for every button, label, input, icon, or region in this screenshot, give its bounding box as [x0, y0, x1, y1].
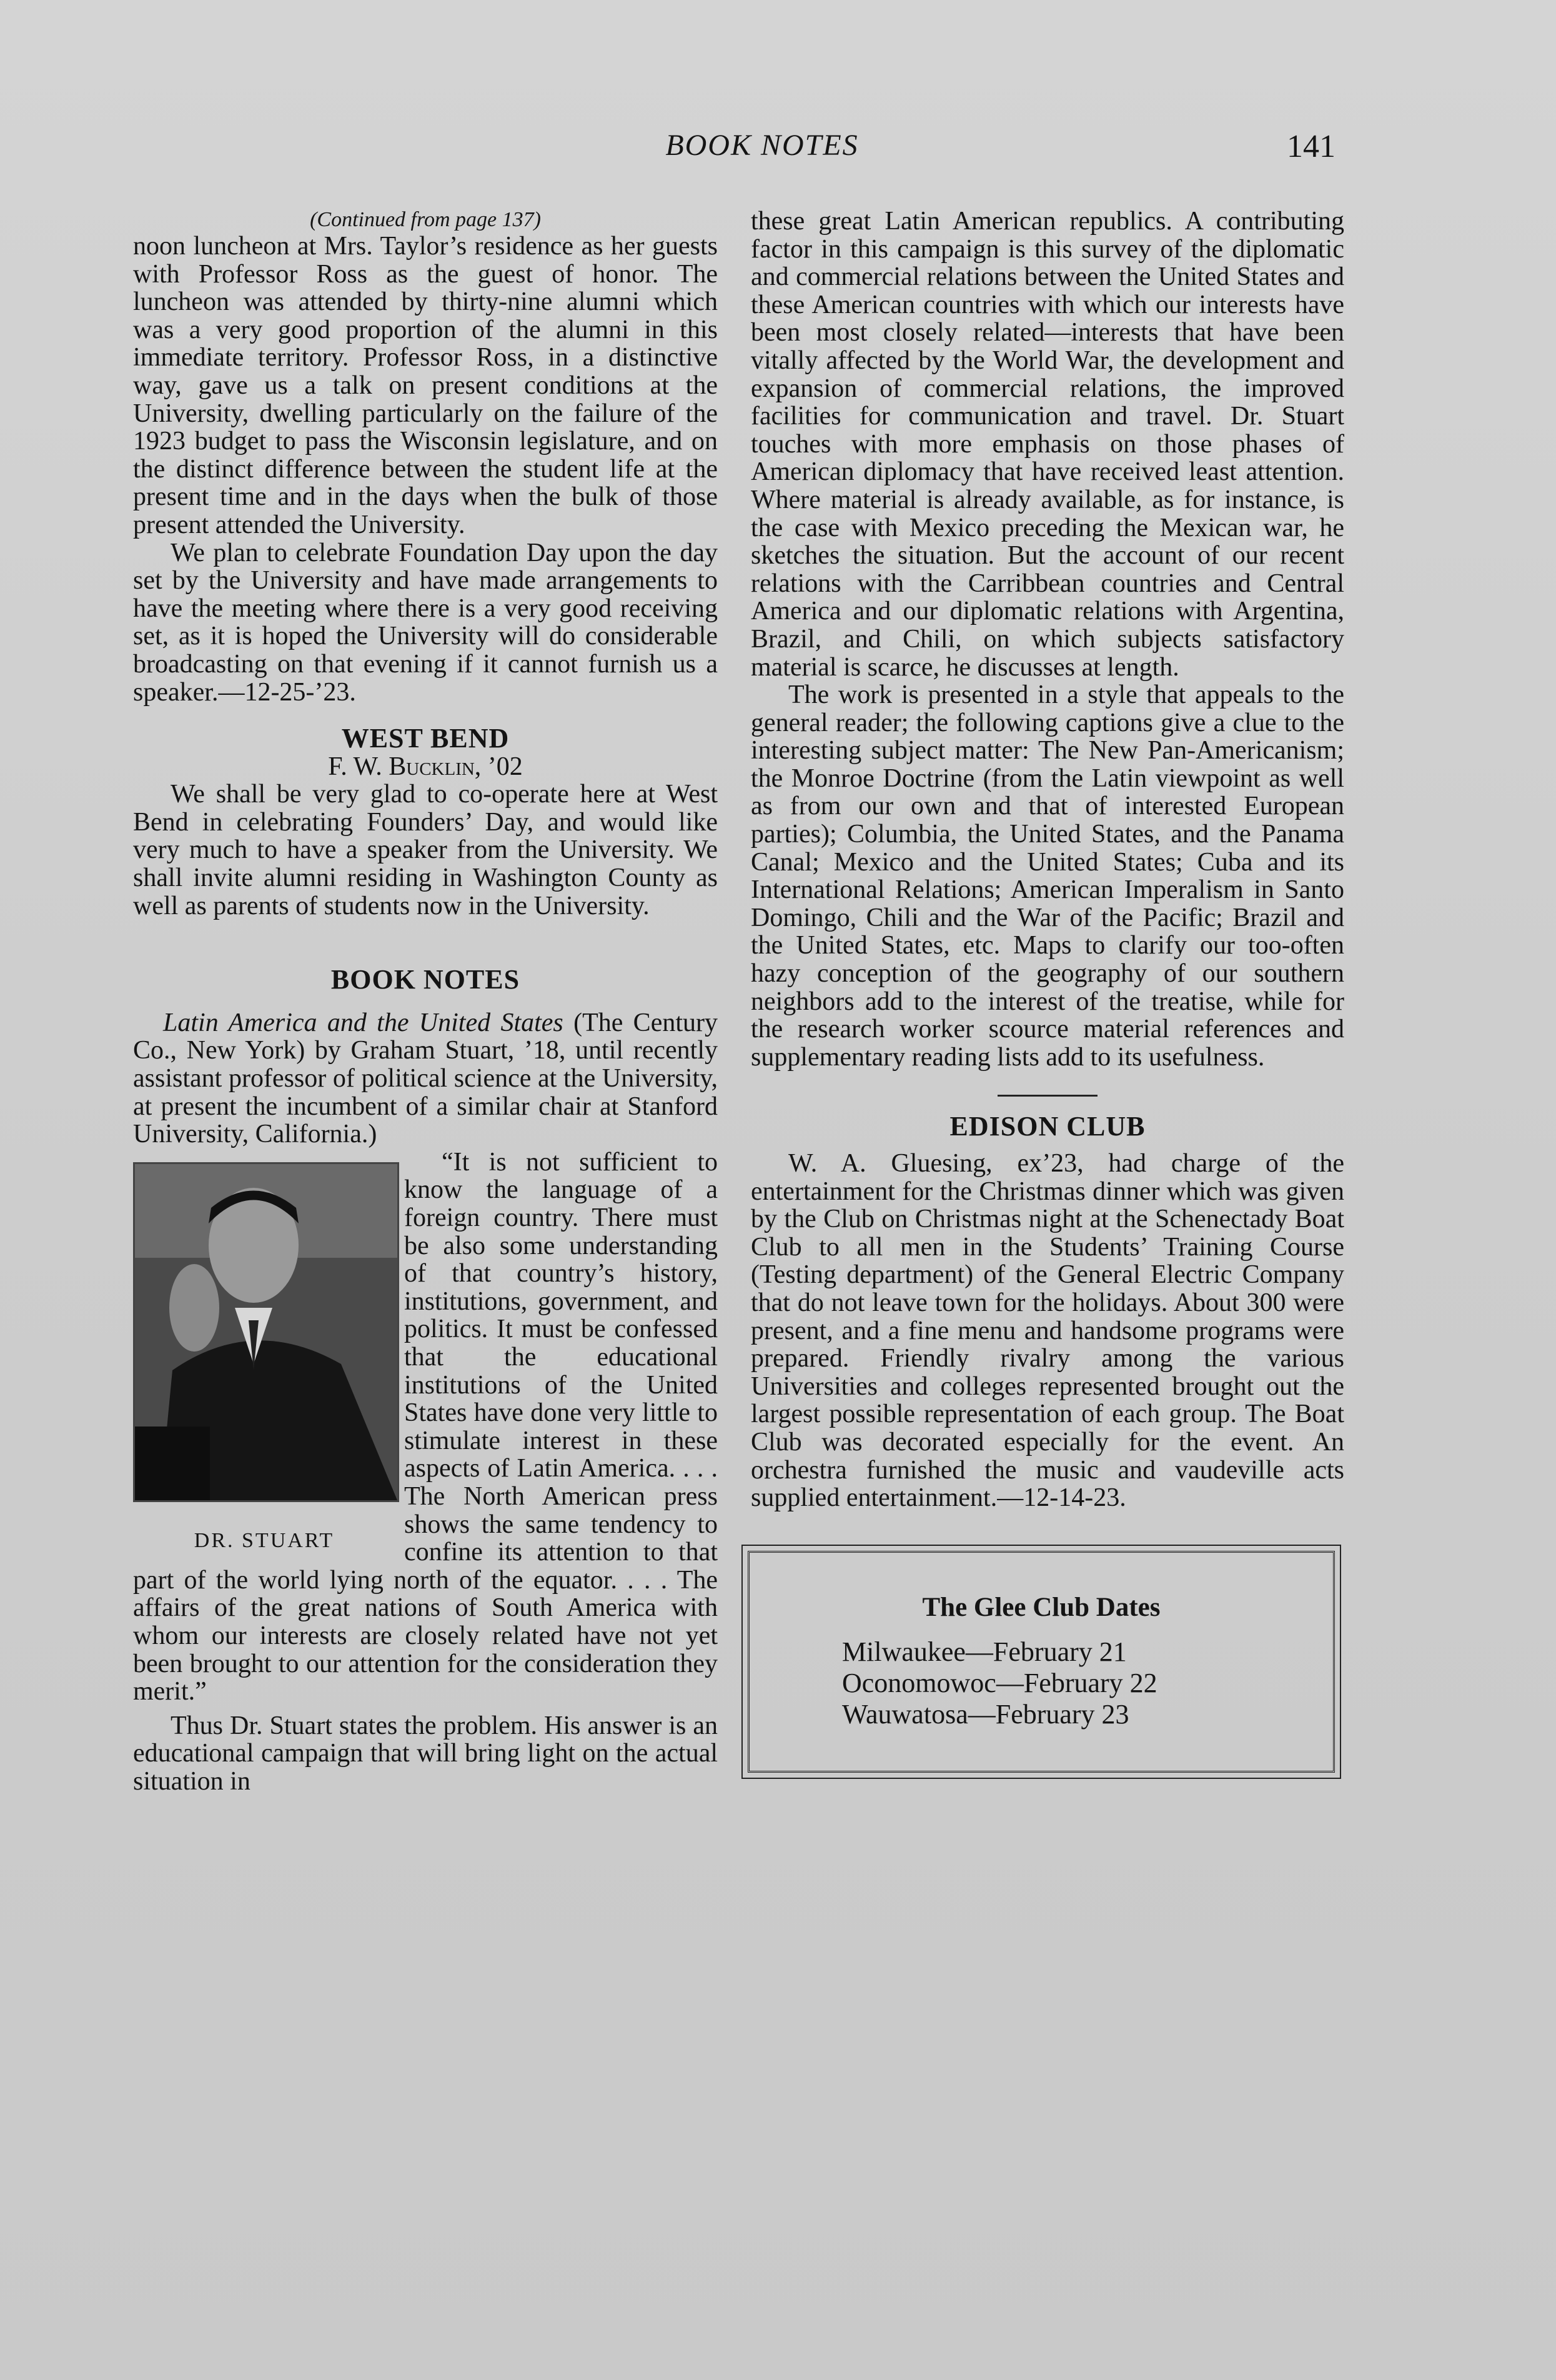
author-photo [133, 1162, 399, 1502]
glee-club-date: Milwaukee—February 21 [842, 1636, 1127, 1668]
glee-club-date: Oconomowoc—February 22 [842, 1668, 1157, 1699]
byline-name: Bucklin [389, 752, 475, 781]
article-paragraph: Thus Dr. Stuart states the problem. His answer is an educational campaign that will bring light on the actual situation in [133, 1711, 718, 1796]
running-title: BOOK NOTES [665, 129, 859, 162]
right-column [751, 207, 1344, 1773]
book-intro: (The Century Co., New York) by Graham Stuart, ’18, until recently assistant professor of political science at the University, at present the incumbent of a similar chair at Stanford University, California.) [133, 1008, 718, 1149]
left-column [133, 207, 718, 1795]
article-paragraph: We shall be very glad to co-operate here at West Bend in celebrating Founders’ Day, and would like very much to have a speaker from the University. We shall invite alumni residing in Washington County as well as parents of students now in the University. [133, 780, 718, 920]
article-paragraph: W. A. Gluesing, ex’23, had charge of the entertainment for the Christmas dinner which was given by the Club on Christmas night at the Schenectady Boat Club to all men in the Students’ Training Course (Testing department) of the General Electric Company that do not leave town for the holidays. About 300 were present, and a fine menu and handsome programs were prepared. Friendly rivalry among the various Universities and colleges represented brought out the largest possible representation of each group. The Boat Club was decorated especially for the event. An orchestra furnished the music and vaudeville acts supplied entertainment.—12-14-23. [751, 1149, 1344, 1513]
glee-club-date: Wauwatosa—February 23 [842, 1699, 1129, 1730]
section-heading-book-notes: BOOK NOTES [330, 964, 520, 995]
article-paragraph: these great Latin American republics. A contributing factor in this campaign is this survey of the diplomatic and commercial relations between the United States and these American countries with which our interests have been most closely related—interests that have been vitally affected by the World War, the development and expansion of commercial relations, the improved facilities for communication and travel. Dr. Stuart touches with more emphasis on those phases of American diplomacy that have received least attention. Where material is already available, as for instance, is the case with Mexico preceding the Mexican war, he sketches the situation. But the account of our recent relations with the Carribbean countries and Central America and our diplomatic relations with Argentina, Brazil, and Chili, on which subjects satisfactory material is scarce, he discusses at length. [751, 207, 1344, 682]
article-paragraph: The work is presented in a style that appeals to the general reader; the following captions give a clue to the interesting subject matter: The New Pan-Americanism; the Monroe Doctrine (from the Latin viewpoint as well as from our own and that of interested European parties); Columbia, the United States, and the Panama Canal; Mexico and the United States; Cuba and its International Relations; American Imperalism in Santo Domingo, Chili and the War of the Pacific; Brazil and the United States, etc. Maps to clarify our too-often hazy conception of the geography of our southern neighbors add to the interest of the treatise, while for the research worker scource material references and supplementary reading lists add to its usefulness. [751, 680, 1344, 1072]
byline-year: , ’02 [474, 752, 523, 781]
portrait-illustration [135, 1164, 397, 1500]
section-divider [998, 1095, 1098, 1097]
section-heading-edison-club: EDISON CLUB [949, 1111, 1146, 1142]
section-heading-west-bend: WEST BEND [341, 723, 510, 754]
glee-club-list [750, 1636, 1333, 1730]
byline [133, 753, 718, 781]
book-title: Latin America and the United States [163, 1008, 563, 1037]
article-paragraph: noon luncheon at Mrs. Taylor’s residence as her guests with Professor Ross as the guest of honor. The luncheon was attended by thirty-nine alumni which was a very good proportion of the alumni in this immediate territory. Professor Ross, in a distinctive way, gave us a talk on present conditions at the University, dwelling particularly on the failure of the 1923 budget to pass the Wisconsin legislature, and on the distinct difference between the student life at the present time and in the days when the bulk of those present attended the University. [133, 232, 718, 539]
glee-club-box [748, 1551, 1335, 1773]
glee-club-title: The Glee Club Dates [922, 1592, 1161, 1622]
photo-caption: DR. STUART [194, 1528, 335, 1552]
book-citation [133, 1009, 718, 1148]
page-number: 141 [1287, 129, 1335, 164]
continued-note: (Continued from page 137) [310, 208, 541, 231]
byline-initials: F. W. [328, 752, 389, 781]
quoted-paragraph: “It is not sufficient to know the language of a foreign country. There must be also some understanding of that country’s history, institutions, government, and politics. It must be confessed that the educational institutions of the United States have done very little to stimulate interest in these aspects of Latin America. . . . The North American press shows the same tendency to confine its attention to that part of the world lying north of the equator. . . . The affairs of the great nations of South America with whom our interests are closely related have not yet been brought to our attention for the consideration they merit.” [133, 1147, 718, 1706]
article-paragraph: We plan to celebrate Foundation Day upon the day set by the University and have made arrangements to have the meeting where there is a very good receiving set, as it is hoped the University will do considerable broadcasting on that evening if it cannot furnish us a speaker.—12-25-’23. [133, 538, 718, 707]
author-photo-block [133, 1162, 395, 1555]
